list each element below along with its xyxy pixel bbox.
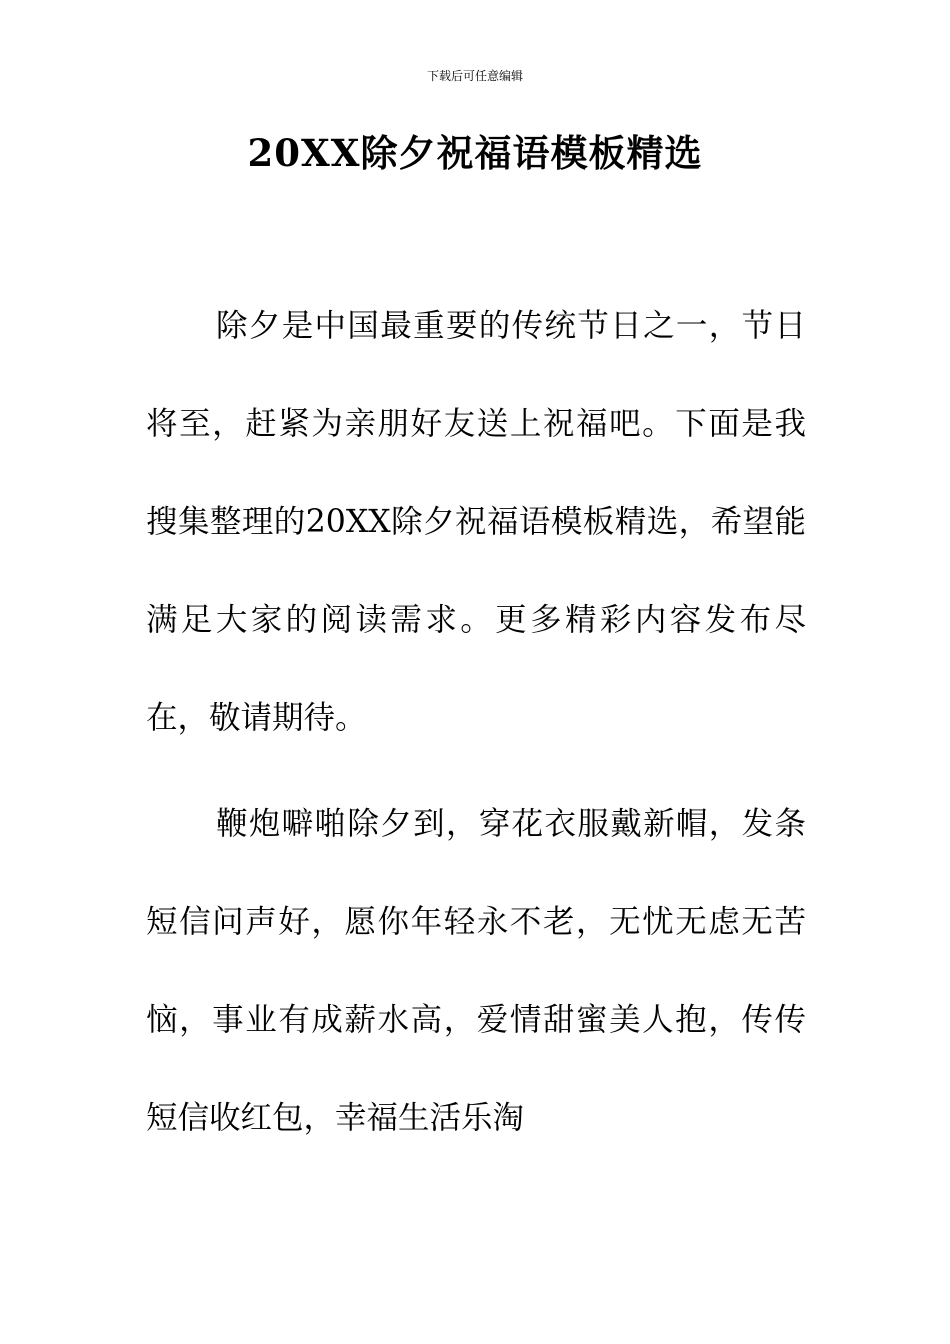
intro-paragraph-block [146, 277, 806, 767]
header-note: 下载后可任意编辑 [426, 69, 523, 83]
page-title: 20XX除夕祝福语模板精选 [247, 131, 703, 175]
intro-paragraph: 除夕是中国最重要的传统节日之一，节日将至，赶紧为亲朋好友送上祝福吧。下面是我搜集整理的20XX除夕祝福语模板精选，希望能满足大家的阅读需求。更多精彩内容发布尽在，敬请期待。 [146, 308, 806, 736]
greeting-paragraph-block [146, 775, 806, 1167]
greeting-paragraph: 鞭炮噼啪除夕到，穿花衣服戴新帽，发条短信问声好，愿你年轻永不老，无忧无虑无苦恼，事业有成薪水高，爱情甜蜜美人抱，传传短信收红包，幸福生活乐淘 [146, 806, 806, 1136]
